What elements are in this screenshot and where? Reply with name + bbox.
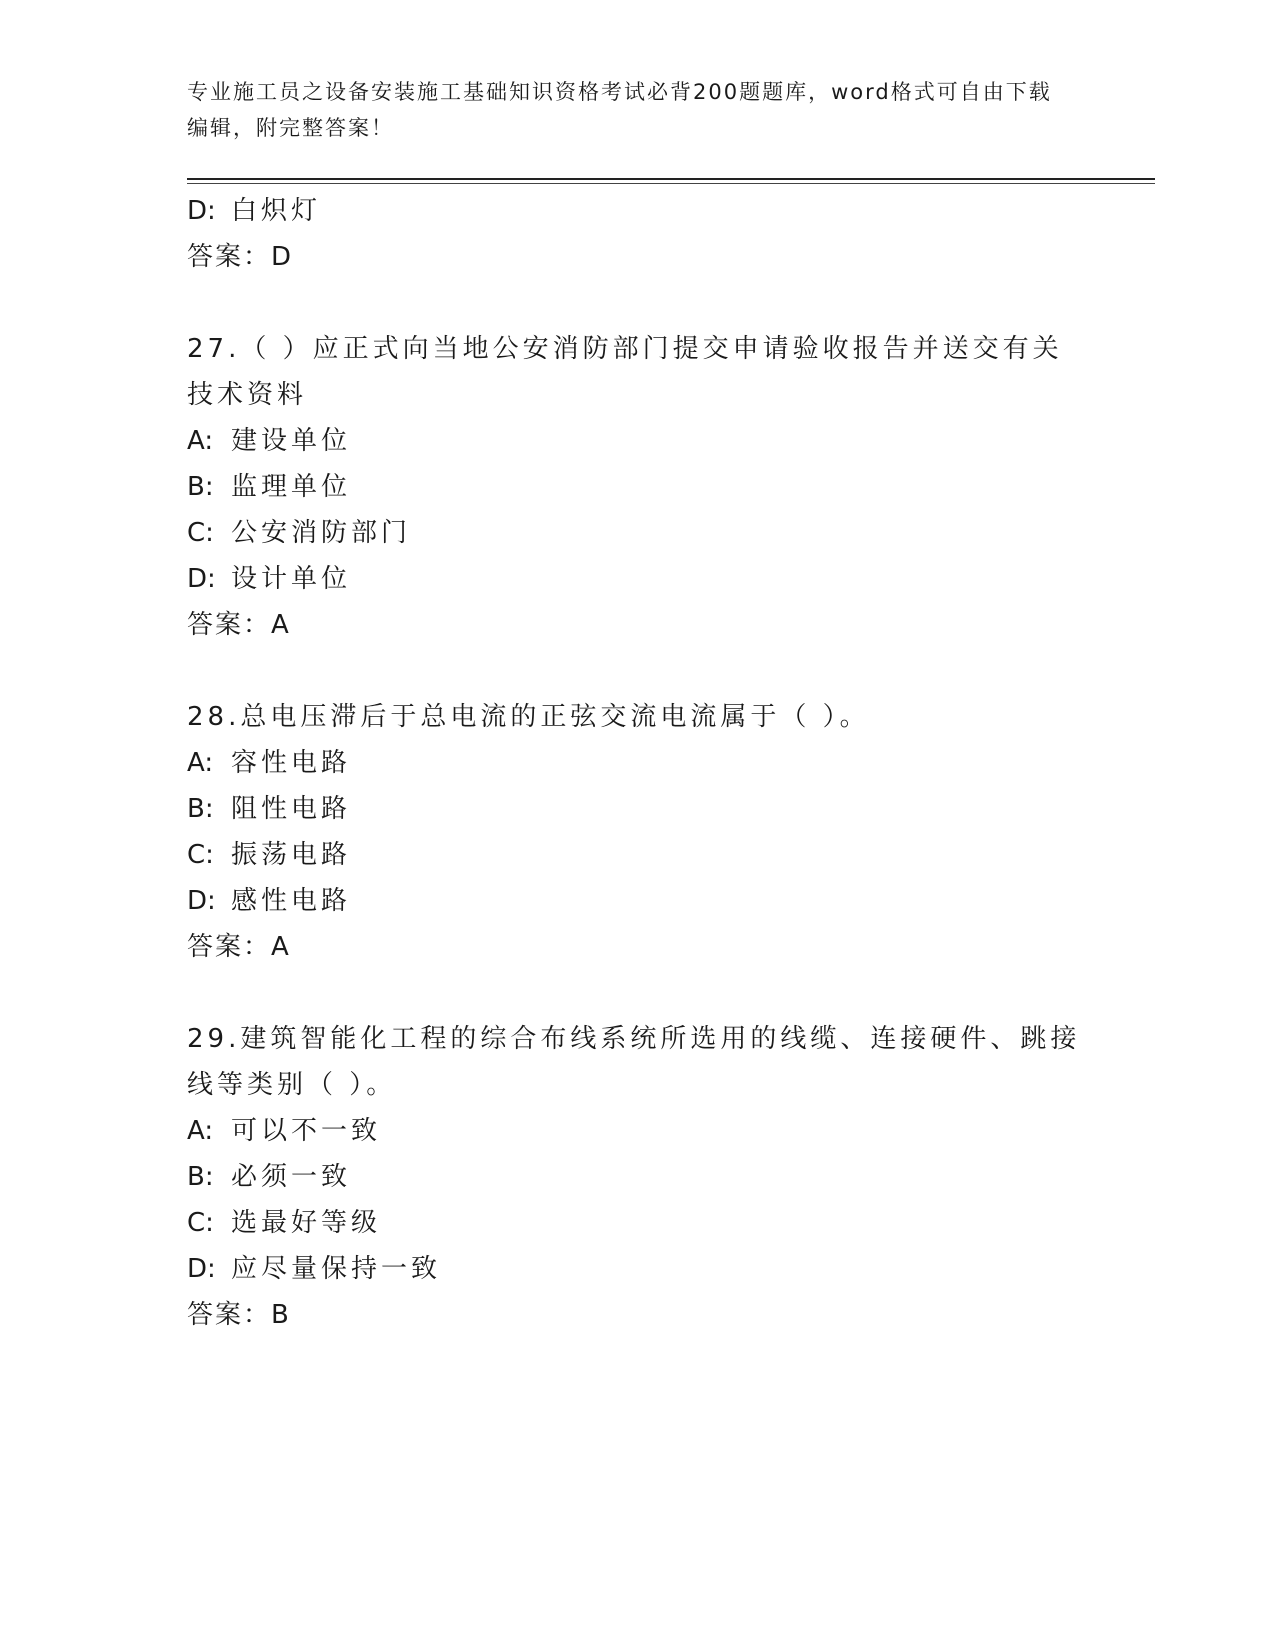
option-key: C: [187,1208,214,1238]
option-b [187,464,1087,510]
option-text: 设计单位 [231,564,352,594]
question-stem: 27.（ ）应正式向当地公安消防部门提交申请验收报告并送交有关技术资料 [187,334,1063,410]
answer: 答案：D [187,242,294,272]
option-text: 必须一致 [231,1162,352,1192]
option-a [187,740,1087,786]
header-divider-thin [187,183,1155,184]
header-divider-thick [187,178,1155,180]
option-key: B: [187,472,214,502]
option-c [187,832,1087,878]
option-d [187,1246,1087,1292]
question-list [187,188,1087,1338]
option-key: D: [187,1254,216,1284]
option-key: D: [187,196,216,226]
spacer [187,648,1087,694]
option-text: 选最好等级 [231,1208,382,1238]
document-header [187,74,1067,146]
option-a [187,418,1087,464]
option-text: 可以不一致 [231,1116,382,1146]
option-d [187,556,1087,602]
header-description: 专业施工员之设备安装施工基础知识资格考试必背200题题库，word格式可自由下载编辑，附完整答案！ [187,80,1052,140]
answer: 答案：B [187,1300,291,1330]
spacer [187,280,1087,326]
option-key: C: [187,840,214,870]
option-c [187,510,1087,556]
option-text: 感性电路 [231,886,352,916]
question-stem: 29.建筑智能化工程的综合布线系统所选用的线缆、连接硬件、跳接线等类别（ ）。 [187,1024,1081,1100]
option-key: D: [187,564,216,594]
option-text: 公安消防部门 [231,518,412,548]
option-b [187,1154,1087,1200]
option-text: 容性电路 [231,748,352,778]
option-key: A: [187,748,214,778]
option-key: D: [187,886,216,916]
option-a [187,1108,1087,1154]
option-key: A: [187,426,214,456]
option-key: B: [187,1162,214,1192]
option-text: 阻性电路 [231,794,352,824]
option-d [187,878,1087,924]
option-b [187,786,1087,832]
spacer [187,970,1087,1016]
option-key: A: [187,1116,214,1146]
question-stem: 28.总电压滞后于总电流的正弦交流电流属于（ ）。 [187,702,870,732]
answer: 答案：A [187,932,291,962]
answer: 答案：A [187,610,291,640]
option-text: 振荡电路 [231,840,352,870]
option-text: 建设单位 [231,426,352,456]
option-key: B: [187,794,214,824]
option-text: 白炽灯 [231,196,322,226]
option-key: C: [187,518,214,548]
option-text: 应尽量保持一致 [231,1254,442,1284]
option-d [187,188,1087,234]
option-text: 监理单位 [231,472,352,502]
option-c [187,1200,1087,1246]
